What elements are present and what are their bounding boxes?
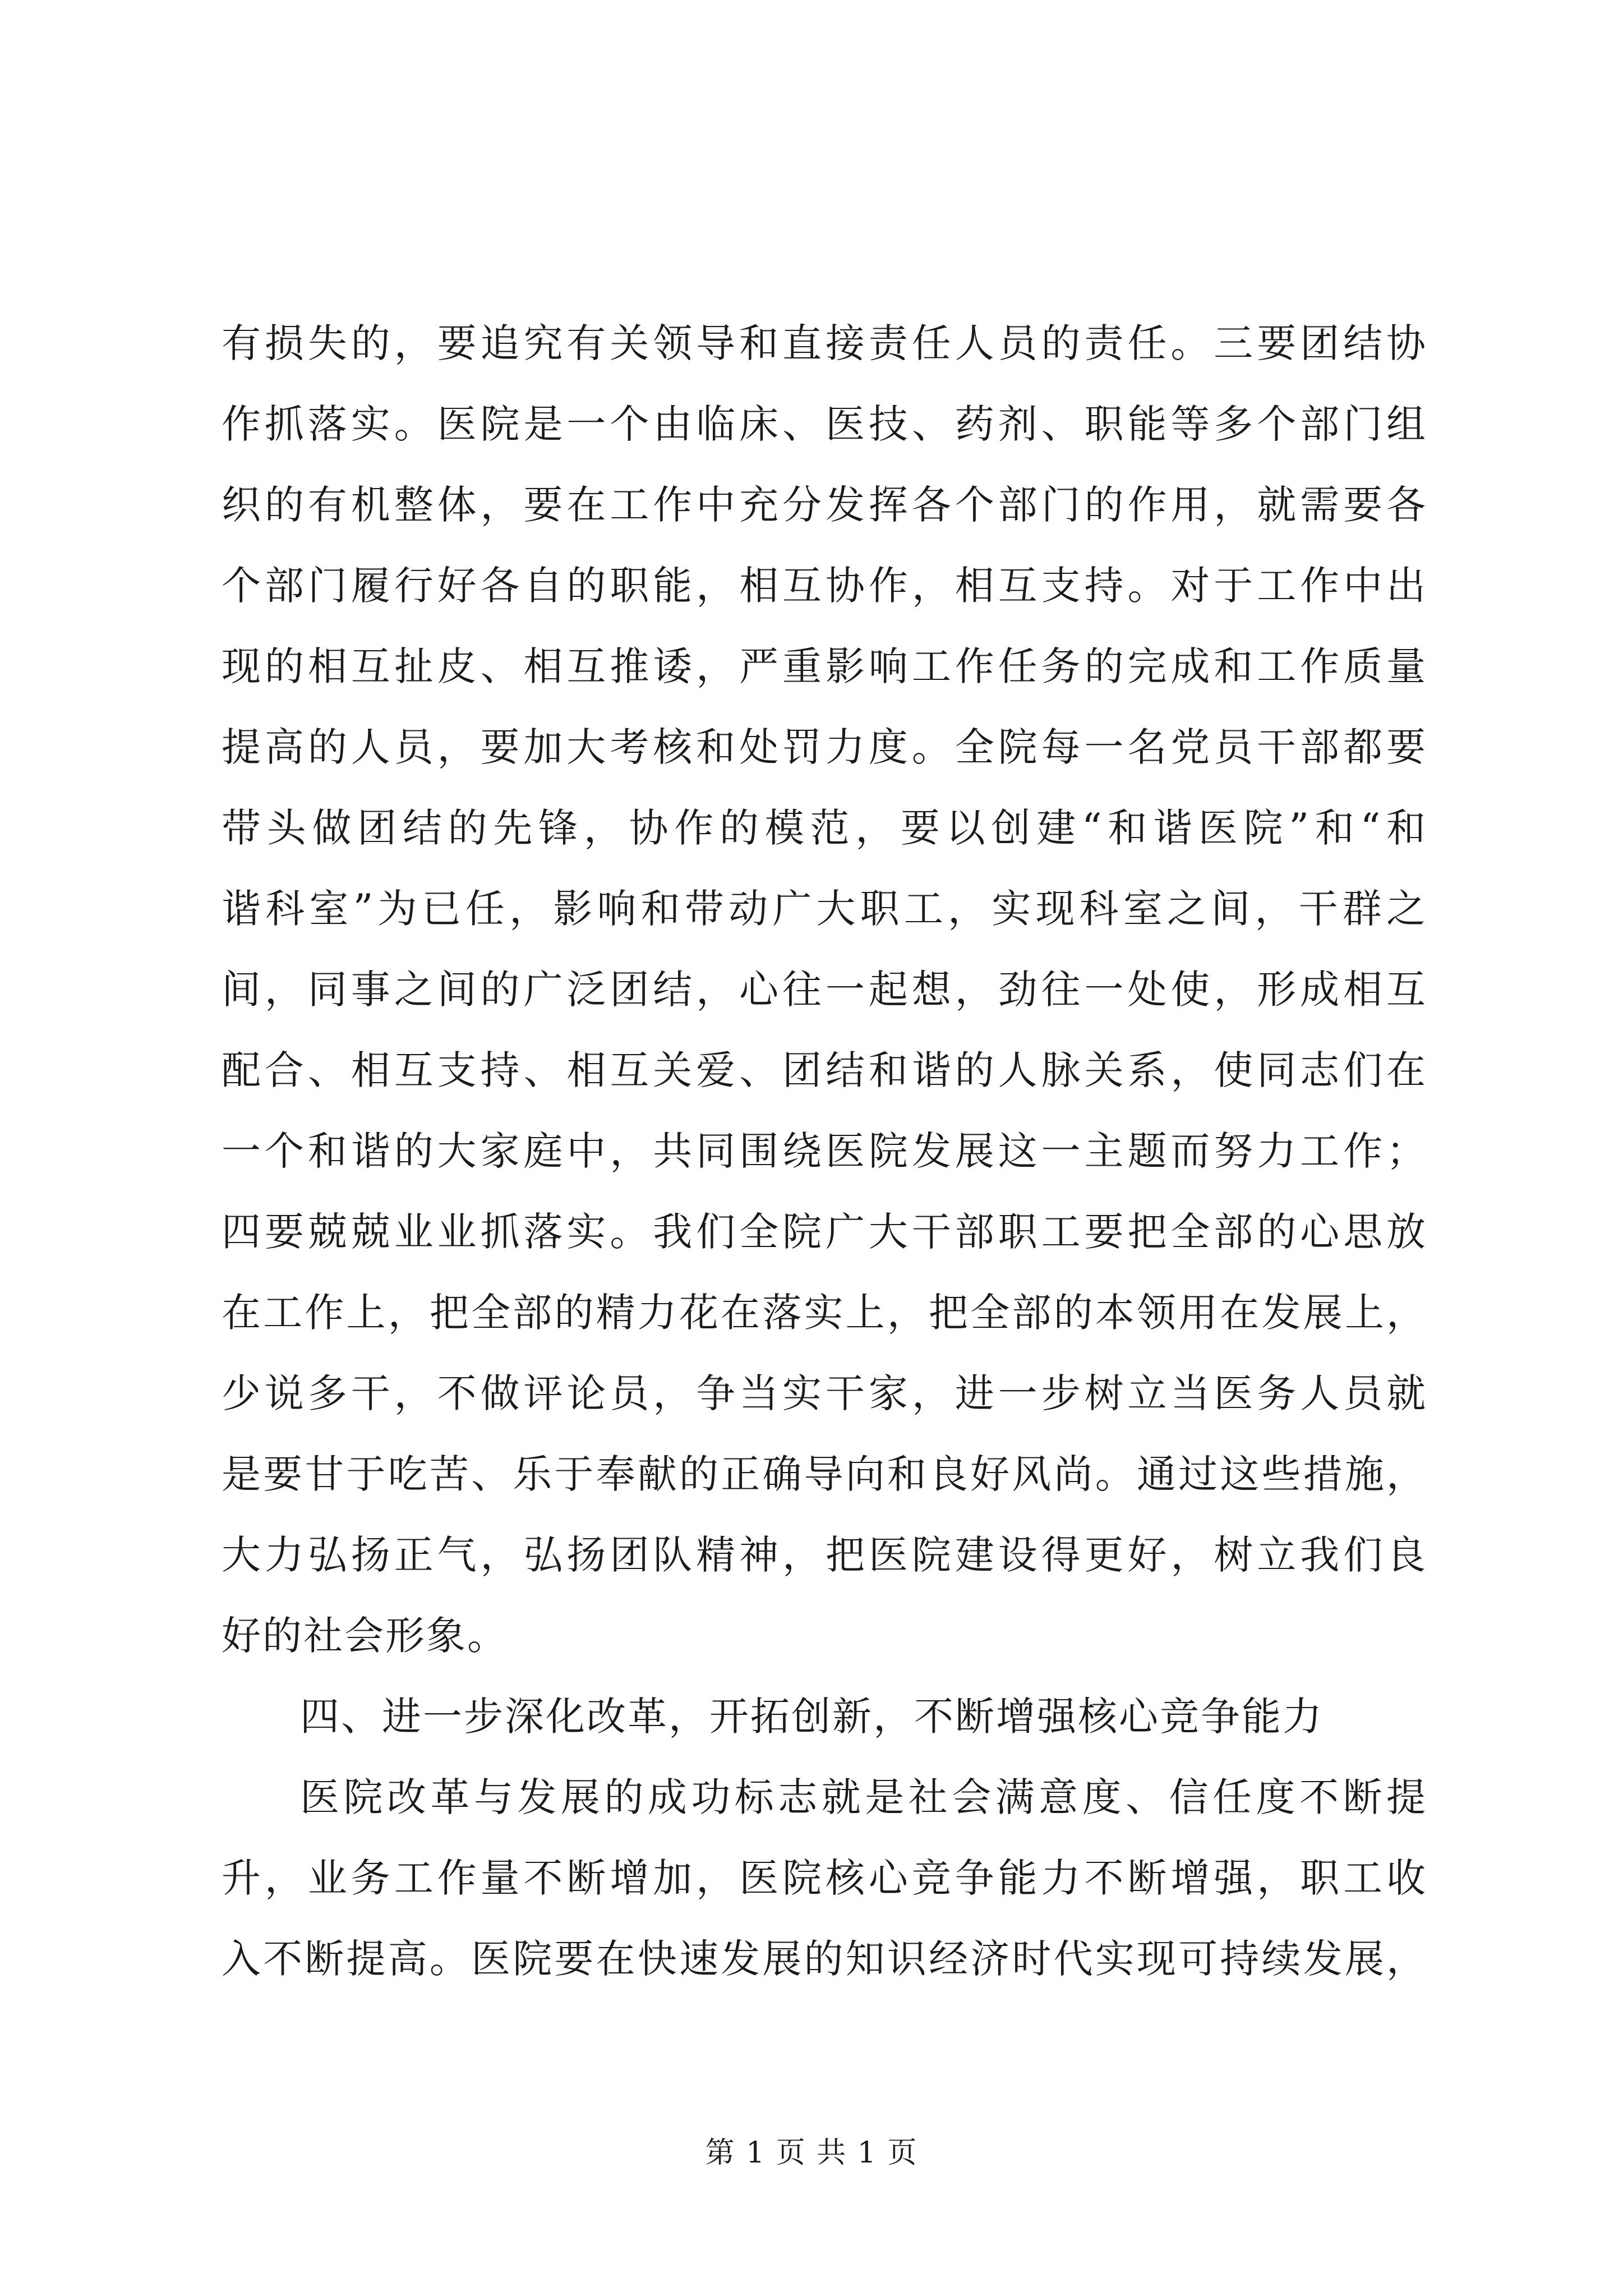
text-line: 少说多干，不做评论员，争当实干家，进一步树立当医务人员就 <box>222 1370 1427 1416</box>
text-line: 织的有机整体，要在工作中充分发挥各个部门的作用，就需要各 <box>222 482 1427 528</box>
text-line: 一个和谐的大家庭中，共同围绕医院发展这一主题而努力工作； <box>222 1128 1427 1174</box>
page-footer: 第 1 页 共 1 页 <box>705 2136 918 2170</box>
text-line: 现的相互扯皮、相互推诿，严重影响工作任务的完成和工作质量 <box>222 643 1427 689</box>
text-line: 带头做团结的先锋，协作的模范，要以创建“和谐医院”和“和 <box>222 805 1427 851</box>
text-line: 有损失的，要追究有关领导和直接责任人员的责任。三要团结协 <box>222 320 1427 366</box>
text-line: 入不断提高。医院要在快速发展的知识经济时代实现可持续发展， <box>222 1936 1427 1982</box>
text-line: 升，业务工作量不断增加，医院核心竞争能力不断增强，职工收 <box>222 1855 1427 1901</box>
text-line: 大力弘扬正气，弘扬团队精神，把医院建设得更好，树立我们良 <box>222 1532 1427 1578</box>
text-line: 配合、相互支持、相互关爱、团结和谐的人脉关系，使同志们在 <box>222 1047 1427 1093</box>
text-line: 四、进一步深化改革，开拓创新，不断增强核心竞争能力 <box>300 1694 1324 1740</box>
text-line: 四要兢兢业业抓落实。我们全院广大干部职工要把全部的心思放 <box>222 1209 1427 1255</box>
text-line: 医院改革与发展的成功标志就是社会满意度、信任度不断提 <box>300 1774 1427 1820</box>
text-line: 提高的人员，要加大考核和处罚力度。全院每一名党员干部都要 <box>222 724 1427 770</box>
text-line: 作抓落实。医院是一个由临床、医技、药剂、职能等多个部门组 <box>222 401 1427 447</box>
text-line: 在工作上，把全部的精力花在落实上，把全部的本领用在发展上， <box>222 1290 1427 1336</box>
document-body <box>222 303 1427 1999</box>
text-line: 个部门履行好各自的职能，相互协作，相互支持。对于工作中出 <box>222 563 1427 609</box>
text-line: 是要甘于吃苦、乐于奉献的正确导向和良好风尚。通过这些措施， <box>222 1451 1427 1497</box>
text-line: 谐科室”为已任，影响和带动广大职工，实现科室之间，干群之 <box>222 886 1427 932</box>
text-line: 好的社会形象。 <box>222 1613 508 1659</box>
text-line: 间，同事之间的广泛团结，心往一起想，劲往一处使，形成相互 <box>222 967 1427 1013</box>
